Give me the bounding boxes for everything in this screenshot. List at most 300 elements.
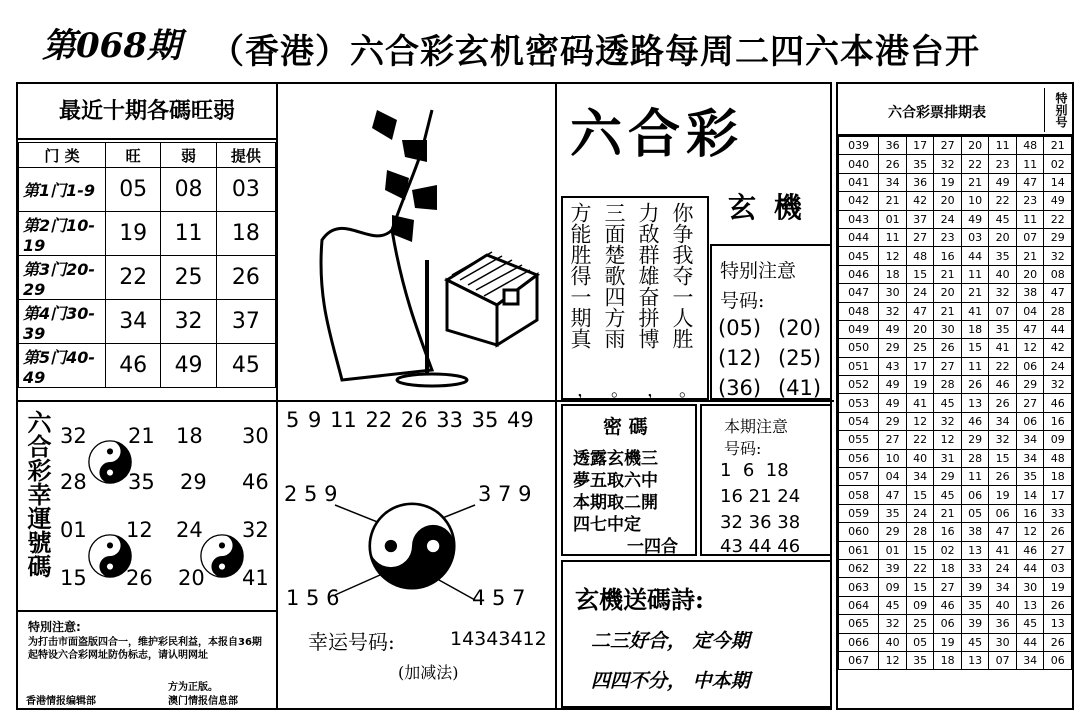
table-row: [839, 265, 1072, 283]
number-cell: 22: [906, 431, 934, 449]
number-cell: 18: [961, 320, 989, 338]
issue-cell: 048: [839, 302, 879, 320]
hot-value: 34: [106, 300, 161, 344]
special-number-label: 特别号: [1044, 88, 1070, 132]
table-row: [839, 357, 1072, 375]
number-cell: 11: [961, 468, 989, 486]
number-cell: 21: [879, 192, 907, 210]
number-cell: 27: [934, 357, 962, 375]
number-cell: 21: [934, 302, 962, 320]
center-left-numbers: 2 5 9: [284, 482, 338, 506]
yin-yang-icon: [88, 440, 132, 484]
number-cell: 36: [906, 173, 934, 191]
number-cell: 02: [1044, 155, 1072, 173]
issue-cell: 045: [839, 247, 879, 265]
table-row: [19, 300, 276, 344]
number-cell: 20: [989, 228, 1017, 246]
number-cell: 44: [1016, 633, 1044, 651]
poem-punct: ，: [647, 380, 665, 401]
number-cell: 12: [934, 431, 962, 449]
issue-cell: 062: [839, 559, 879, 577]
number-cell: 41: [989, 541, 1017, 559]
lucky-num: 20: [178, 566, 205, 590]
number-cell: 15: [906, 486, 934, 504]
issue-cell: 049: [839, 320, 879, 338]
number-cell: 43: [879, 357, 907, 375]
number-cell: 11: [961, 357, 989, 375]
number-cell: 32: [934, 412, 962, 430]
number-cell: 07: [989, 302, 1017, 320]
hot-value: 22: [106, 256, 161, 300]
number-cell: 03: [1044, 559, 1072, 577]
number-cell: 20: [1016, 265, 1044, 283]
table-row: [839, 284, 1072, 302]
number-cell: 24: [906, 284, 934, 302]
offer-value: 37: [216, 300, 275, 344]
attention-line: 43 44 46: [720, 536, 801, 557]
number-cell: 23: [989, 155, 1017, 173]
table-row: [19, 256, 276, 300]
number-cell: 04: [879, 468, 907, 486]
number-cell: 46: [1016, 541, 1044, 559]
method-note: (加减法): [398, 663, 459, 682]
number-cell: 12: [879, 247, 907, 265]
table-row: [839, 192, 1072, 210]
number-cell: 05: [906, 633, 934, 651]
number-cell: 16: [934, 247, 962, 265]
lucky-num: 32: [60, 424, 87, 448]
number-cell: 42: [1044, 339, 1072, 357]
number-cell: 34: [1016, 651, 1044, 669]
number-cell: 21: [1016, 247, 1044, 265]
number-cell: 06: [1044, 651, 1072, 669]
number-cell: 48: [906, 247, 934, 265]
poem-punct: ，: [577, 380, 595, 401]
number-cell: 47: [879, 486, 907, 504]
lucky-num: 15: [60, 566, 87, 590]
number-cell: 06: [1016, 357, 1044, 375]
secret-line: 夢五取六中: [573, 471, 658, 491]
number-cell: 15: [906, 265, 934, 283]
lucky-num: 41: [242, 566, 269, 590]
issue-cell: 043: [839, 210, 879, 228]
number-cell: 12: [1016, 523, 1044, 541]
lucky-num: 30: [242, 424, 269, 448]
number-cell: 17: [906, 357, 934, 375]
number-cell: 46: [1044, 394, 1072, 412]
number-cell: 30: [934, 320, 962, 338]
number-cell: 48: [1044, 449, 1072, 467]
lucky-title: 六合彩幸運號碼: [23, 410, 52, 578]
number-cell: 47: [1016, 173, 1044, 191]
poem-box-title: 玄機送碼詩:: [575, 585, 704, 614]
number-cell: 27: [934, 578, 962, 596]
table-row: [839, 376, 1072, 394]
number-cell: 35: [989, 247, 1017, 265]
number-cell: 18: [1044, 468, 1072, 486]
number-cell: 09: [1044, 431, 1072, 449]
number-cell: 26: [1044, 633, 1072, 651]
number-cell: 02: [934, 541, 962, 559]
number-cell: 13: [1044, 615, 1072, 633]
number-cell: 08: [1044, 265, 1072, 283]
number-cell: 49: [879, 376, 907, 394]
number-cell: 38: [961, 523, 989, 541]
number-cell: 20: [934, 284, 962, 302]
number-cell: 26: [961, 376, 989, 394]
number-cell: 30: [879, 284, 907, 302]
divider: [555, 84, 557, 708]
number-cell: 21: [934, 504, 962, 522]
number-cell: 46: [934, 596, 962, 614]
issue-number: 第068期: [42, 26, 181, 66]
number-cell: 34: [1016, 449, 1044, 467]
issue-cell: 047: [839, 284, 879, 302]
number-cell: 47: [1016, 320, 1044, 338]
number-cell: 34: [879, 173, 907, 191]
table-row: [839, 173, 1072, 191]
row-label: 第1门1-9: [19, 168, 106, 212]
number-cell: 15: [989, 449, 1017, 467]
number-cell: 22: [989, 357, 1017, 375]
poem-line: 你争我夺一人胜: [670, 202, 694, 349]
poem-punct: 。: [611, 380, 629, 401]
cold-value: 11: [161, 212, 216, 256]
number-cell: 19: [906, 376, 934, 394]
number-cell: 13: [961, 394, 989, 412]
row-label: 第4门30-39: [19, 300, 106, 344]
row-label: 第3门20-29: [19, 256, 106, 300]
issue-cell: 061: [839, 541, 879, 559]
number-cell: 30: [989, 633, 1017, 651]
issue-cell: 067: [839, 651, 879, 669]
logo-sub: 玄 機: [728, 191, 806, 224]
number-cell: 32: [879, 302, 907, 320]
number-cell: 45: [934, 486, 962, 504]
number-cell: 22: [1044, 210, 1072, 228]
number-cell: 11: [879, 228, 907, 246]
special-num: (41): [778, 376, 822, 400]
number-cell: 45: [1016, 615, 1044, 633]
number-cell: 28: [961, 449, 989, 467]
number-cell: 40: [906, 449, 934, 467]
poem-vertical-box: [561, 196, 709, 400]
number-cell: 10: [961, 192, 989, 210]
table-row: [839, 504, 1072, 522]
number-cell: 27: [1044, 541, 1072, 559]
number-cell: 24: [1044, 357, 1072, 375]
number-cell: 29: [879, 412, 907, 430]
offer-value: 45: [216, 344, 275, 388]
col-header: 旺: [106, 143, 161, 168]
table-row: [839, 541, 1072, 559]
lucky-num: 18: [176, 424, 203, 448]
yin-yang-icon: [368, 502, 456, 590]
attention-line: 32 36 38: [720, 512, 801, 533]
number-cell: 34: [989, 578, 1017, 596]
number-cell: 42: [906, 192, 934, 210]
results-title: 六合彩票排期表: [888, 105, 986, 121]
issue-cell: 050: [839, 339, 879, 357]
yin-yang-icon: [88, 534, 132, 578]
number-cell: 34: [1016, 431, 1044, 449]
issue-cell: 046: [839, 265, 879, 283]
number-cell: 47: [906, 302, 934, 320]
logo-main: 六合彩: [570, 105, 745, 165]
number-cell: 32: [1044, 247, 1072, 265]
number-cell: 36: [989, 615, 1017, 633]
number-cell: 21: [961, 173, 989, 191]
offer-value: 26: [216, 256, 275, 300]
table-row: [839, 431, 1072, 449]
table-row: [839, 523, 1072, 541]
number-cell: 45: [879, 596, 907, 614]
special-label: 号码:: [720, 290, 765, 312]
number-cell: 27: [879, 431, 907, 449]
number-cell: 14: [1016, 486, 1044, 504]
number-cell: 24: [934, 210, 962, 228]
poem-box-line: 二三好合， 定今期: [591, 630, 750, 652]
number-cell: 29: [934, 468, 962, 486]
number-cell: 26: [1044, 523, 1072, 541]
poem-box-line: 四四不分， 中本期: [591, 670, 750, 692]
number-cell: 25: [906, 339, 934, 357]
table-row: [839, 486, 1072, 504]
number-cell: 35: [1016, 468, 1044, 486]
number-cell: 47: [989, 523, 1017, 541]
center-top-numbers: 5 9 11 22 26 33 35 49: [286, 408, 534, 432]
number-cell: 16: [1016, 504, 1044, 522]
poem-line: 力敌群雄奋拼博: [636, 202, 660, 349]
issue-cell: 063: [839, 578, 879, 596]
table-row: [839, 210, 1072, 228]
number-cell: 33: [961, 559, 989, 577]
number-cell: 03: [961, 228, 989, 246]
table-row: [839, 615, 1072, 633]
number-cell: 18: [934, 559, 962, 577]
number-cell: 15: [906, 578, 934, 596]
number-cell: 11: [1016, 210, 1044, 228]
issue-cell: 060: [839, 523, 879, 541]
table-header-row: [19, 143, 276, 168]
issue-cell: 057: [839, 468, 879, 486]
number-cell: 41: [906, 394, 934, 412]
number-cell: 35: [989, 320, 1017, 338]
table-row: [19, 344, 276, 388]
number-cell: 26: [989, 394, 1017, 412]
number-cell: 29: [879, 523, 907, 541]
issue-cell: 056: [839, 449, 879, 467]
number-cell: 20: [906, 320, 934, 338]
attention-line: 1 6 18: [720, 460, 789, 481]
cold-value: 08: [161, 168, 216, 212]
lucky-panel: [18, 402, 276, 610]
secret-line: 透露玄機三: [573, 449, 658, 469]
lucky-num: 32: [242, 518, 269, 542]
number-cell: 39: [961, 615, 989, 633]
lucky-num: 28: [60, 470, 87, 494]
number-cell: 38: [1016, 284, 1044, 302]
number-cell: 18: [934, 651, 962, 669]
col-header: 门 类: [19, 143, 106, 168]
number-cell: 39: [961, 578, 989, 596]
number-cell: 26: [879, 155, 907, 173]
number-cell: 12: [906, 412, 934, 430]
number-cell: 11: [989, 137, 1017, 155]
center-right-numbers: 3 7 9: [478, 482, 532, 506]
number-cell: 40: [989, 265, 1017, 283]
col-header: 弱: [161, 143, 216, 168]
lucky-num: 21: [128, 424, 155, 448]
notice-body: 为打击市面盗版四合一，维护彩民利益，本报自36期起特设六合彩网址防伪标志，请认明网址: [28, 637, 262, 661]
number-cell: 16: [1044, 412, 1072, 430]
number-cell: 47: [1044, 284, 1072, 302]
number-cell: 46: [989, 376, 1017, 394]
special-num: (12): [718, 346, 762, 370]
lucky-number-value: 14343412: [450, 628, 547, 650]
number-cell: 41: [961, 302, 989, 320]
strength-table: [18, 142, 276, 388]
number-cell: 18: [879, 265, 907, 283]
number-cell: 22: [961, 155, 989, 173]
number-cell: 16: [934, 523, 962, 541]
number-cell: 12: [1016, 339, 1044, 357]
number-cell: 01: [879, 210, 907, 228]
table-row: [839, 578, 1072, 596]
number-cell: 32: [989, 284, 1017, 302]
number-cell: 34: [906, 468, 934, 486]
number-cell: 19: [934, 633, 962, 651]
issue-cell: 044: [839, 228, 879, 246]
secret-line: 一四合: [627, 537, 678, 557]
notice-left-sign: 香港情报编辑部: [26, 696, 96, 707]
secret-line: 本期取二開: [573, 493, 658, 513]
table-row: [839, 228, 1072, 246]
number-cell: 15: [906, 541, 934, 559]
offer-value: 03: [216, 168, 275, 212]
notice-right-sign: 澳门情报信息部: [168, 696, 238, 707]
number-cell: 27: [906, 228, 934, 246]
yin-yang-icon: [200, 534, 244, 578]
lucky-number-label: 幸运号码:: [308, 630, 395, 654]
number-cell: 40: [989, 596, 1017, 614]
number-cell: 28: [1044, 302, 1072, 320]
number-cell: 44: [1016, 559, 1044, 577]
row-label: 第2门10-19: [19, 212, 106, 256]
number-cell: 01: [879, 541, 907, 559]
number-cell: 07: [989, 651, 1017, 669]
table-row: [19, 212, 276, 256]
special-num: (36): [718, 376, 762, 400]
table-row: [839, 651, 1072, 669]
results-header: [838, 84, 1072, 136]
number-cell: 28: [934, 376, 962, 394]
table-row: [839, 449, 1072, 467]
number-cell: 49: [1044, 192, 1072, 210]
number-cell: 22: [906, 559, 934, 577]
number-cell: 10: [879, 449, 907, 467]
number-cell: 29: [1044, 228, 1072, 246]
number-cell: 24: [989, 559, 1017, 577]
lucky-num: 46: [242, 470, 269, 494]
number-cell: 35: [879, 504, 907, 522]
notice-tail: 方为正版。: [168, 682, 218, 693]
issue-cell: 053: [839, 394, 879, 412]
table-row: [839, 339, 1072, 357]
issue-cell: 041: [839, 173, 879, 191]
number-cell: 44: [961, 247, 989, 265]
special-num: (25): [778, 346, 822, 370]
number-cell: 17: [906, 137, 934, 155]
poem-line: 三面楚歌四方雨: [602, 202, 626, 349]
number-cell: 49: [879, 394, 907, 412]
number-cell: 26: [989, 468, 1017, 486]
cold-value: 32: [161, 300, 216, 344]
poem-line: 方能胜得一期真: [568, 202, 592, 349]
poem-punct: 。: [679, 380, 697, 401]
number-cell: 20: [961, 137, 989, 155]
attention-box: [700, 404, 832, 556]
number-cell: 31: [934, 449, 962, 467]
number-cell: 05: [961, 504, 989, 522]
number-cell: 32: [879, 615, 907, 633]
number-cell: 39: [879, 559, 907, 577]
number-cell: 07: [1016, 228, 1044, 246]
table-row: [839, 137, 1072, 155]
issue-cell: 059: [839, 504, 879, 522]
table-row: [839, 559, 1072, 577]
table-row: [839, 596, 1072, 614]
number-cell: 30: [1016, 578, 1044, 596]
number-cell: 32: [1044, 376, 1072, 394]
number-cell: 23: [1016, 192, 1044, 210]
number-cell: 49: [879, 320, 907, 338]
number-cell: 29: [1016, 376, 1044, 394]
number-cell: 20: [934, 192, 962, 210]
special-box: [710, 244, 832, 400]
secret-box: [561, 404, 697, 556]
table-row: [839, 633, 1072, 651]
attention-title: 本期注意: [724, 417, 789, 436]
number-cell: 29: [879, 339, 907, 357]
lucky-num: 24: [176, 518, 203, 542]
table-row: [839, 155, 1072, 173]
number-cell: 04: [1016, 302, 1044, 320]
page-title: （香港）六合彩玄机密码透路每周二四六本港台开: [210, 32, 980, 72]
center-bottom-right-numbers: 4 5 7: [472, 586, 526, 610]
number-cell: 23: [934, 228, 962, 246]
center-bottom-left-numbers: 1 5 6: [286, 586, 340, 610]
number-cell: 34: [989, 412, 1017, 430]
issue-cell: 055: [839, 431, 879, 449]
table-row: [839, 412, 1072, 430]
offer-value: 18: [216, 212, 275, 256]
results-panel: [836, 82, 1074, 710]
number-cell: 11: [1016, 155, 1044, 173]
number-cell: 13: [1016, 596, 1044, 614]
number-cell: 45: [989, 210, 1017, 228]
number-cell: 11: [961, 265, 989, 283]
number-cell: 49: [961, 210, 989, 228]
notice-panel: [18, 610, 276, 708]
issue-cell: 039: [839, 137, 879, 155]
table-row: [839, 394, 1072, 412]
notice-title: 特別注意:: [28, 620, 81, 634]
number-cell: 45: [961, 633, 989, 651]
number-cell: 35: [906, 155, 934, 173]
lucky-num: 26: [126, 566, 153, 590]
secret-line: 四七中定: [573, 515, 641, 535]
